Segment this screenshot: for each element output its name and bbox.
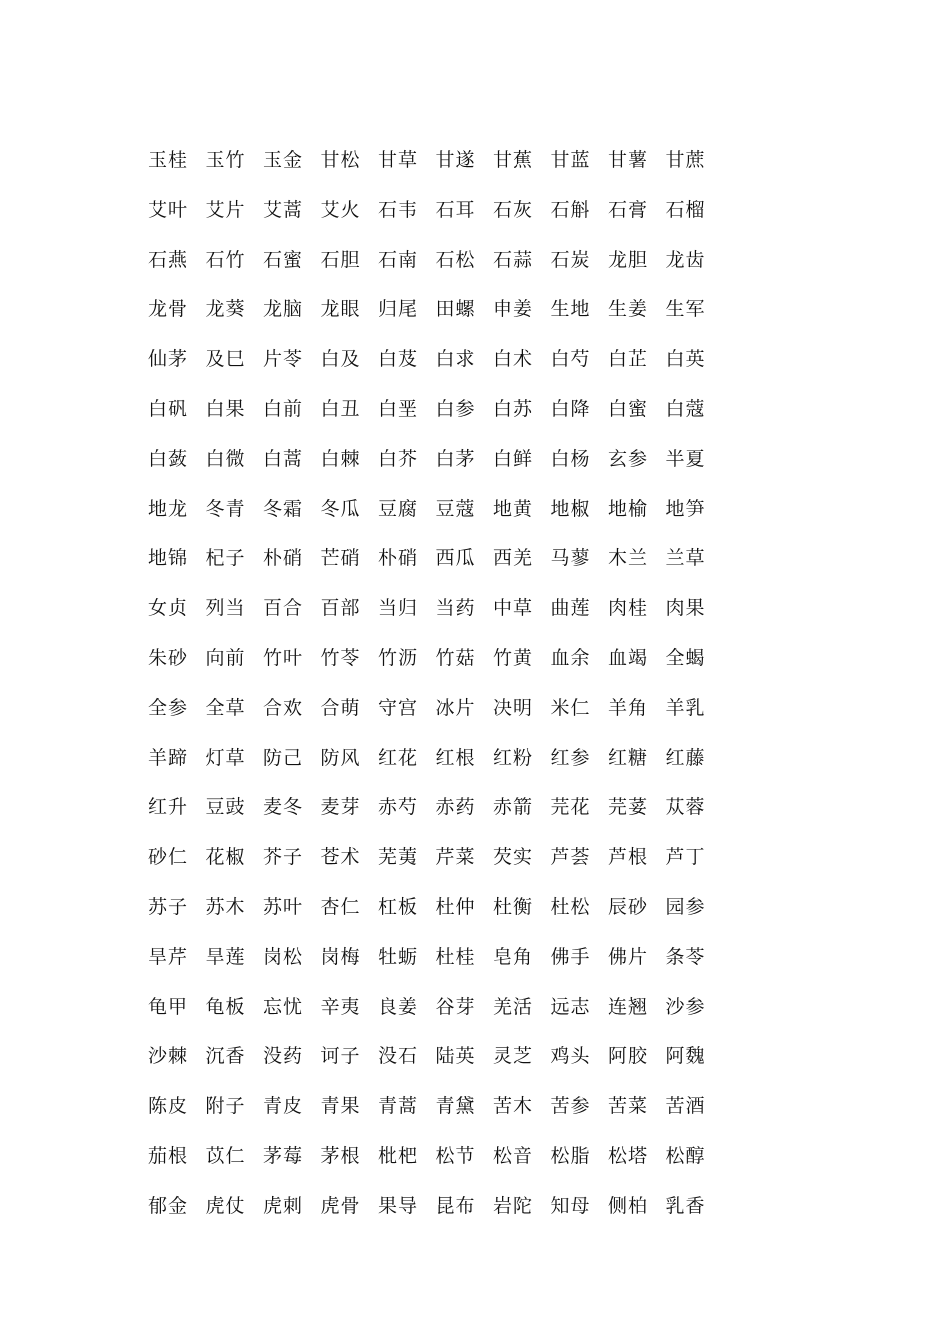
herb-word: 杜桂	[435, 945, 476, 968]
herb-word: 红粉	[493, 746, 534, 769]
herb-word: 辰砂	[608, 895, 649, 918]
herb-word: 白蒿	[263, 447, 304, 470]
herb-word: 石榴	[665, 198, 706, 221]
herb-word: 连翘	[608, 995, 649, 1018]
herb-word: 地榆	[608, 497, 649, 520]
herb-word: 佛片	[608, 945, 649, 968]
herb-word: 苏木	[205, 895, 246, 918]
herb-word: 芜荑	[378, 846, 419, 869]
herb-word: 生姜	[608, 298, 649, 321]
herb-word: 艾蒿	[263, 198, 304, 221]
herb-word: 石韦	[378, 198, 419, 221]
herb-word: 冰片	[435, 696, 476, 719]
herb-word: 杏仁	[320, 895, 361, 918]
herb-word: 白微	[205, 447, 246, 470]
herb-word: 松塔	[608, 1144, 649, 1167]
herb-word: 旱莲	[205, 945, 246, 968]
herb-word: 杠板	[378, 895, 419, 918]
herb-word: 远志	[550, 995, 591, 1018]
herb-word: 青果	[320, 1095, 361, 1118]
herb-word: 艾火	[320, 198, 361, 221]
herb-word: 玄参	[608, 447, 649, 470]
herb-word: 女贞	[148, 597, 189, 620]
word-row	[148, 446, 728, 496]
herb-word: 松音	[493, 1144, 534, 1167]
herb-word: 虎刺	[263, 1194, 304, 1217]
herb-word: 龙眼	[320, 298, 361, 321]
herb-word: 玉竹	[205, 149, 246, 171]
herb-word: 白棘	[320, 447, 361, 470]
herb-word: 百合	[263, 597, 304, 620]
herb-word: 地椒	[550, 497, 591, 520]
herb-word: 地黄	[493, 497, 534, 520]
herb-word: 园参	[665, 895, 706, 918]
herb-word: 片苓	[263, 348, 304, 371]
herb-word: 白芥	[378, 447, 419, 470]
herb-word: 甘蓝	[550, 149, 591, 171]
herb-word: 全蝎	[665, 646, 706, 669]
herb-word: 麦芽	[320, 796, 361, 819]
herb-word: 地锦	[148, 547, 189, 570]
herb-word: 虎骨	[320, 1194, 361, 1217]
herb-word: 苦酒	[665, 1095, 706, 1118]
herb-word: 辛夷	[320, 995, 361, 1018]
word-row	[148, 1043, 728, 1093]
herb-word: 没石	[378, 1045, 419, 1068]
herb-word: 阿魏	[665, 1045, 706, 1068]
herb-word: 石南	[378, 248, 419, 271]
herb-word: 白果	[205, 397, 246, 420]
herb-word: 豆豉	[205, 796, 246, 819]
herb-word: 芹菜	[435, 846, 476, 869]
herb-word: 半夏	[665, 447, 706, 470]
word-row	[148, 247, 728, 297]
herb-word: 曲莲	[550, 597, 591, 620]
herb-word: 龙葵	[205, 298, 246, 321]
herb-word: 石蜜	[263, 248, 304, 271]
herb-word: 石胆	[320, 248, 361, 271]
herb-word: 白求	[435, 348, 476, 371]
herb-word: 及巳	[205, 348, 246, 371]
herb-word: 中草	[493, 597, 534, 620]
herb-word: 白英	[665, 348, 706, 371]
herb-word: 龙齿	[665, 248, 706, 271]
herb-word: 苦木	[493, 1095, 534, 1118]
herb-word: 郁金	[148, 1194, 189, 1217]
herb-word: 石松	[435, 248, 476, 271]
word-row	[148, 545, 728, 595]
word-row	[148, 496, 728, 546]
herb-word: 合萌	[320, 696, 361, 719]
herb-word: 羌活	[493, 995, 534, 1018]
word-row	[148, 595, 728, 645]
herb-word: 玉桂	[148, 149, 189, 171]
herb-word: 生军	[665, 298, 706, 321]
herb-word: 白蔻	[665, 397, 706, 420]
herb-word: 兰草	[665, 547, 706, 570]
herb-word: 沙棘	[148, 1045, 189, 1068]
herb-word: 竹沥	[378, 646, 419, 669]
herb-word: 朴硝	[263, 547, 304, 570]
herb-word: 冬青	[205, 497, 246, 520]
herb-word: 石膏	[608, 198, 649, 221]
herb-word: 松脂	[550, 1144, 591, 1167]
herb-word: 甘松	[320, 149, 361, 171]
herb-word: 芦根	[608, 846, 649, 869]
herb-word: 白术	[493, 348, 534, 371]
herb-word: 石燕	[148, 248, 189, 271]
word-row	[148, 197, 728, 247]
herb-word: 羊蹄	[148, 746, 189, 769]
herb-word: 防己	[263, 746, 304, 769]
herb-word: 岗梅	[320, 945, 361, 968]
herb-word: 岗松	[263, 945, 304, 968]
herb-word: 石灰	[493, 198, 534, 221]
herb-word: 甘薯	[608, 149, 649, 171]
herb-word: 白苏	[493, 397, 534, 420]
herb-word: 白茅	[435, 447, 476, 470]
herb-word: 红花	[378, 746, 419, 769]
herb-word: 竹黄	[493, 646, 534, 669]
herb-word: 守宫	[378, 696, 419, 719]
herb-word: 白芷	[608, 348, 649, 371]
herb-word: 木兰	[608, 547, 649, 570]
herb-word: 当归	[378, 597, 419, 620]
herb-word: 白杨	[550, 447, 591, 470]
herb-word: 玉金	[263, 149, 304, 171]
herb-word: 血余	[550, 646, 591, 669]
word-row	[148, 894, 728, 944]
herb-word: 当药	[435, 597, 476, 620]
herb-word: 苏子	[148, 895, 189, 918]
herb-word: 豆腐	[378, 497, 419, 520]
herb-word: 茅根	[320, 1144, 361, 1167]
herb-word: 佛手	[550, 945, 591, 968]
herb-word: 地笋	[665, 497, 706, 520]
herb-word: 青黛	[435, 1095, 476, 1118]
herb-word: 地龙	[148, 497, 189, 520]
herb-word: 向前	[205, 646, 246, 669]
herb-word: 白及	[320, 348, 361, 371]
herb-word: 白丑	[320, 397, 361, 420]
herb-word: 虎仗	[205, 1194, 246, 1217]
herb-word: 茅莓	[263, 1144, 304, 1167]
herb-word: 附子	[205, 1095, 246, 1118]
herb-word: 全参	[148, 696, 189, 719]
herb-word: 百部	[320, 597, 361, 620]
herb-word: 龙脑	[263, 298, 304, 321]
herb-word: 沙参	[665, 995, 706, 1018]
herb-word: 竹菇	[435, 646, 476, 669]
herb-word: 申姜	[493, 298, 534, 321]
herb-word: 杜衡	[493, 895, 534, 918]
herb-word: 冬瓜	[320, 497, 361, 520]
herb-word: 皂角	[493, 945, 534, 968]
herb-word: 红糖	[608, 746, 649, 769]
herb-word: 松节	[435, 1144, 476, 1167]
herb-word: 白芍	[550, 348, 591, 371]
herb-word: 赤芍	[378, 796, 419, 819]
herb-word: 麦冬	[263, 796, 304, 819]
herb-word: 沉香	[205, 1045, 246, 1068]
herb-word: 甘草	[378, 149, 419, 171]
herb-word: 侧柏	[608, 1194, 649, 1217]
herb-word-grid	[148, 147, 728, 1243]
word-row	[148, 296, 728, 346]
herb-word: 全草	[205, 696, 246, 719]
herb-word: 龙胆	[608, 248, 649, 271]
word-row	[148, 794, 728, 844]
herb-word: 旱芹	[148, 945, 189, 968]
herb-word: 白降	[550, 397, 591, 420]
herb-word: 竹叶	[263, 646, 304, 669]
herb-word: 列当	[205, 597, 246, 620]
herb-word: 诃子	[320, 1045, 361, 1068]
herb-word: 合欢	[263, 696, 304, 719]
word-row	[148, 695, 728, 745]
word-row	[148, 396, 728, 446]
herb-word: 杜仲	[435, 895, 476, 918]
herb-word: 青蒿	[378, 1095, 419, 1118]
herb-word: 防风	[320, 746, 361, 769]
herb-word: 忘忧	[263, 995, 304, 1018]
word-row	[148, 844, 728, 894]
herb-word: 苍术	[320, 846, 361, 869]
herb-word: 芦丁	[665, 846, 706, 869]
herb-word: 陈皮	[148, 1095, 189, 1118]
word-row	[148, 1143, 728, 1193]
herb-word: 苦菜	[608, 1095, 649, 1118]
herb-word: 肉果	[665, 597, 706, 620]
herb-word: 田螺	[435, 298, 476, 321]
herb-word: 龟板	[205, 995, 246, 1018]
herb-word: 石竹	[205, 248, 246, 271]
herb-word: 灵芝	[493, 1045, 534, 1068]
herb-word: 芫花	[550, 796, 591, 819]
herb-word: 白蜜	[608, 397, 649, 420]
herb-word: 竹苓	[320, 646, 361, 669]
herb-word: 西瓜	[435, 547, 476, 570]
herb-word: 红藤	[665, 746, 706, 769]
word-row	[148, 994, 728, 1044]
herb-word: 苏叶	[263, 895, 304, 918]
herb-word: 白前	[263, 397, 304, 420]
word-row	[148, 944, 728, 994]
herb-word: 肉桂	[608, 597, 649, 620]
word-row	[148, 1193, 728, 1243]
herb-word: 陆英	[435, 1045, 476, 1068]
word-row	[148, 346, 728, 396]
herb-word: 赤箭	[493, 796, 534, 819]
herb-word: 生地	[550, 298, 591, 321]
herb-word: 砂仁	[148, 846, 189, 869]
herb-word: 白垩	[378, 397, 419, 420]
herb-word: 白芨	[378, 348, 419, 371]
herb-word: 仙茅	[148, 348, 189, 371]
herb-word: 灯草	[205, 746, 246, 769]
herb-word: 血竭	[608, 646, 649, 669]
herb-word: 芡实	[493, 846, 534, 869]
herb-word: 羊角	[608, 696, 649, 719]
herb-word: 龟甲	[148, 995, 189, 1018]
herb-word: 朱砂	[148, 646, 189, 669]
herb-word: 马蓼	[550, 547, 591, 570]
herb-word: 阿胶	[608, 1045, 649, 1068]
herb-word: 冬霜	[263, 497, 304, 520]
herb-word: 杞子	[205, 547, 246, 570]
herb-word: 苁蓉	[665, 796, 706, 819]
herb-word: 红参	[550, 746, 591, 769]
herb-word: 赤药	[435, 796, 476, 819]
herb-word: 归尾	[378, 298, 419, 321]
herb-word: 白矾	[148, 397, 189, 420]
herb-word: 苡仁	[205, 1144, 246, 1167]
herb-word: 决明	[493, 696, 534, 719]
herb-word: 芫荽	[608, 796, 649, 819]
herb-word: 芒硝	[320, 547, 361, 570]
herb-word: 杜松	[550, 895, 591, 918]
herb-word: 芦荟	[550, 846, 591, 869]
herb-word: 艾叶	[148, 198, 189, 221]
herb-word: 芥子	[263, 846, 304, 869]
herb-word: 红根	[435, 746, 476, 769]
herb-word: 没药	[263, 1045, 304, 1068]
herb-word: 米仁	[550, 696, 591, 719]
herb-word: 谷芽	[435, 995, 476, 1018]
herb-word: 龙骨	[148, 298, 189, 321]
herb-word: 白鲜	[493, 447, 534, 470]
herb-word: 牡蛎	[378, 945, 419, 968]
herb-word: 知母	[550, 1194, 591, 1217]
herb-word: 白蔹	[148, 447, 189, 470]
herb-word: 青皮	[263, 1095, 304, 1118]
herb-word: 果导	[378, 1194, 419, 1217]
herb-word: 羊乳	[665, 696, 706, 719]
herb-word: 西羌	[493, 547, 534, 570]
word-row	[148, 147, 728, 197]
word-row	[148, 645, 728, 695]
herb-word: 甘遂	[435, 149, 476, 171]
herb-word: 艾片	[205, 198, 246, 221]
herb-word: 松醇	[665, 1144, 706, 1167]
herb-word: 石耳	[435, 198, 476, 221]
herb-word: 石斛	[550, 198, 591, 221]
word-row	[148, 1093, 728, 1143]
herb-word: 乳香	[665, 1194, 706, 1217]
herb-word: 良姜	[378, 995, 419, 1018]
herb-word: 昆布	[435, 1194, 476, 1217]
herb-word: 岩陀	[493, 1194, 534, 1217]
herb-word: 白参	[435, 397, 476, 420]
herb-word: 甘蕉	[493, 149, 534, 171]
herb-word: 条苓	[665, 945, 706, 968]
herb-word: 朴硝	[378, 547, 419, 570]
herb-word: 花椒	[205, 846, 246, 869]
herb-word: 豆蔻	[435, 497, 476, 520]
herb-word: 茄根	[148, 1144, 189, 1167]
herb-word: 枇杷	[378, 1144, 419, 1167]
herb-word: 苦参	[550, 1095, 591, 1118]
word-row	[148, 745, 728, 795]
herb-word: 石炭	[550, 248, 591, 271]
herb-word: 石蒜	[493, 248, 534, 271]
herb-word: 红升	[148, 796, 189, 819]
herb-word: 鸡头	[550, 1045, 591, 1068]
herb-word: 甘蔗	[665, 149, 706, 171]
